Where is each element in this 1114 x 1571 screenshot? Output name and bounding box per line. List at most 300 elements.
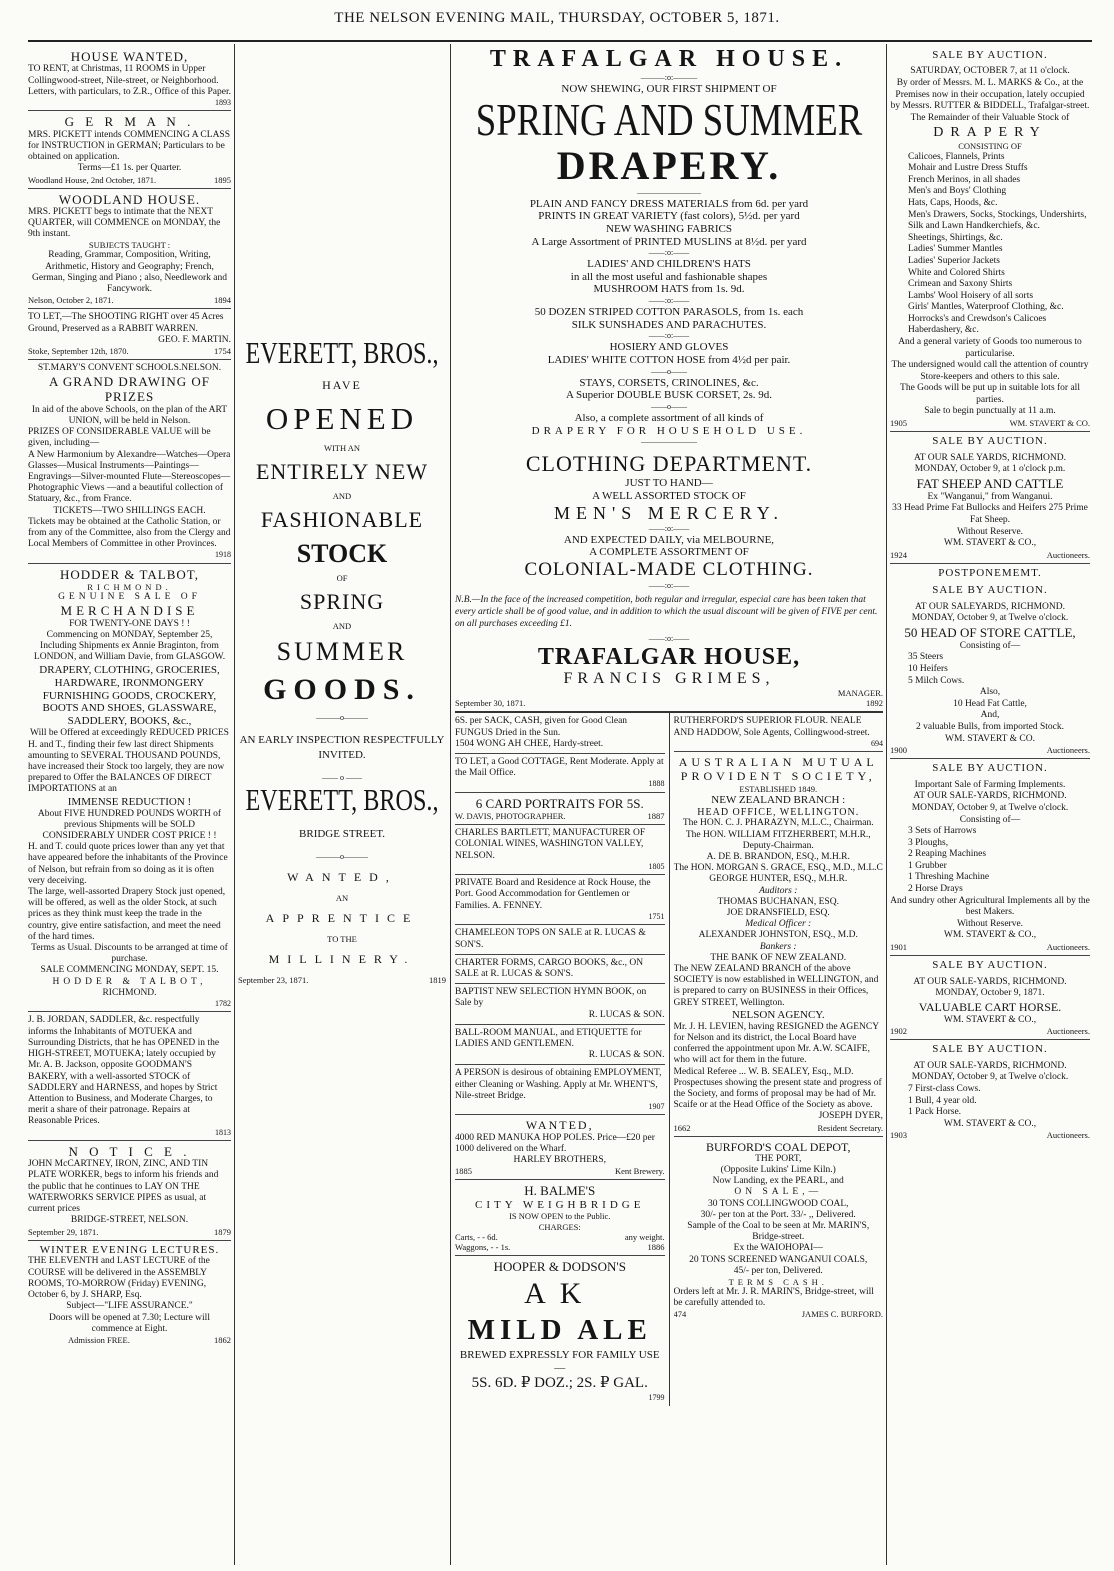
drapery-heading: DRAPERY.: [556, 142, 782, 188]
list-item: Hats, Caps, Hoods, &c.: [908, 198, 998, 209]
ad-body: J. B. JORDAN, SADDLER, &c. respectfully informs the Inhabitants of MOTUEKA and Surrounding Districts, that he has OPENED in the HIGH-STREET, MOTUEKA; lately occupied by Mr. A. B. Jackson, opposite GOODMAN'S BAKERY, with a well-assorted STOCK of SADDLERY and HARNESS, and hopes by Strict Attention to Business, and Moderate Charges, to merit a share of their patronage. Repairs at Reasonable Prices.: [28, 1015, 220, 1127]
ad-body: 6 CARD PORTRAITS FOR 5S.: [475, 795, 644, 811]
ad-portraits: [455, 793, 665, 825]
item-line: AND EXPECTED DAILY, via MELBOURNE,: [563, 533, 775, 546]
ad-coal-price: 30/- per ton at the Port. 33/- ,, Delivered.: [700, 1209, 856, 1220]
ad-number: 1905: [890, 418, 907, 429]
item-line: A Superior DOUBLE BUSK CORSET, 2s. 9d.: [565, 389, 773, 402]
ad-prizes: PRIZES OF CONSIDERABLE VALUE will be given, including—: [28, 427, 211, 449]
item-line: LADIES' AND CHILDREN'S HATS: [587, 258, 751, 271]
ad-body: MRS. PICKETT intends COMMENCING A CLASS for INSTRUCTION in GERMAN; Particulars to be obtained on application.: [28, 129, 230, 163]
list-item: 1 Grubber: [908, 860, 947, 871]
item-line: PLAIN AND FANCY DRESS MATERIALS from 6d. per yard: [529, 197, 809, 210]
ad-date: MONDAY, October 9, at Twelve o'clock.: [911, 1072, 1069, 1083]
ad-body: Also,: [979, 687, 1001, 698]
item-line: Also, a complete assortment of all kinds of: [574, 411, 764, 424]
ad-item-list: [890, 826, 1090, 895]
ad-signature: WM. STAVERT & CO.,: [943, 1014, 1037, 1025]
ad-director: A. DE B. BRANDON, ESQ., M.H.R.: [706, 851, 850, 862]
ad-title: WINTER EVENING LECTURES.: [39, 1243, 220, 1256]
ad-woodland-house: [28, 189, 231, 310]
ad-body: A PERSON is desirous of obtaining EMPLOYMENT, either Cleaning or Washing. Apply at Mr. WHENT'S, Nile-street Bridge.: [455, 1068, 662, 1101]
ad-signature: WM. STAVERT & CO.: [1009, 418, 1090, 429]
ad-title: ST.MARY'S CONVENT SCHOOLS.NELSON.: [37, 362, 222, 373]
ad-footer: Nelson, October 2, 1871.: [28, 295, 114, 306]
ad-price: 5S. 6D. ₽ DOZ.; 2S. ₽ GAL.: [471, 1375, 648, 1392]
ad-signature: WM. STAVERT & CO.,: [943, 930, 1037, 941]
ad-title: SALE BY AUCTION.: [932, 959, 1048, 972]
ad-number: 1887: [647, 811, 665, 822]
ad-signature: GEO. F. MARTIN.: [158, 334, 231, 345]
ad-german: [28, 111, 231, 188]
ad-place: RICHMOND.: [102, 987, 157, 998]
list-item: 2 Reaping Machines: [908, 849, 987, 860]
ad-subjects: Reading, Grammar, Composition, Writing, Arithmetic, History and Geography; French, German, Singing and Piano ; also, Needlework and Fancywork.: [32, 250, 227, 295]
ad-days: FOR TWENTY-ONE DAYS ! !: [69, 618, 190, 629]
ad-number: 1886: [647, 1241, 665, 1252]
ad-signature: 1504 WONG AH CHEE, Hardy-street.: [455, 738, 604, 749]
ad-body: Without Reserve.: [956, 526, 1024, 537]
mercery-heading: MEN'S MERCERY.: [554, 502, 784, 523]
ad-label: Auditors :: [759, 885, 798, 896]
item-line: A Large Assortment of PRINTED MUSLINS at 8½d. per yard: [531, 235, 807, 248]
list-item: Ladies' Summer Mantles: [908, 244, 1003, 255]
ad-subtitle: NELSON AGENCY.: [731, 1008, 825, 1021]
ad-date: MONDAY, October 9, at Twelve o'clock.: [911, 803, 1069, 814]
ad-merchandise: MERCHANDISE: [60, 603, 199, 619]
ad-footer: September 29, 1871.: [28, 1226, 99, 1237]
ad-signature-title: Auctioneers.: [1046, 1130, 1090, 1141]
ad-signature: JAMES C. BURFORD.: [801, 1309, 883, 1320]
ad-director: The HON. C. J. PHARAZYN, M.L.C., Chairman.: [682, 818, 874, 829]
ad-body: JOHN McCARTNEY, IRON, ZINC, AND TIN PLATE WORKER, begs to inform his friends and the public that he continues to LAY ON THE WATERWORKS SERVICE PIPES as usual, at current prices: [28, 1159, 219, 1215]
list-item: 1 Pack Horse.: [908, 1107, 962, 1118]
colonial-heading: COLONIAL-MADE CLOTHING.: [524, 558, 814, 580]
item-line: SILK SUNSHADES AND PARACHUTES.: [571, 318, 767, 331]
ad-body: Ex the WAIOHOPAI—: [733, 1243, 823, 1254]
everett-heading-2: EVERETT, BROS.,: [245, 781, 439, 817]
wanted-heading: WANTED,: [287, 869, 397, 884]
list-item: Horrocks's and Crewdson's Calicoes: [908, 313, 1047, 324]
ad-body: And sundry other Agricultural Implements all by the best Makers.: [890, 895, 1090, 918]
ad-label: Bankers :: [759, 941, 797, 952]
everett-inspection: AN EARLY INSPECTION RESPECTFULLY INVITED.: [239, 734, 445, 761]
wanted-apprentice: APPRENTICE: [265, 910, 419, 925]
ad-ballroom: [455, 1025, 665, 1066]
ad-number: 1754: [214, 345, 231, 356]
ad-body: In aid of the above Schools, on the plan of the ART UNION, will be held in Nelson.: [31, 404, 228, 426]
ad-established: ESTABLISHED 1849.: [739, 783, 818, 794]
list-item: 5 Milch Cows.: [908, 675, 965, 686]
ad-auction-cart-horse: [890, 956, 1090, 1040]
list-item: French Merinos, in all shades: [908, 174, 1021, 185]
item-line: STAYS, CORSETS, CRINOLINES, &c.: [579, 376, 759, 389]
ad-private-board: [455, 875, 665, 925]
ad-referee: Medical Referee ... W. B. SEALEY, Esq., M.D.: [673, 1066, 854, 1077]
ad-admission: Admission FREE.: [68, 1334, 130, 1345]
top-rule: [28, 40, 1092, 42]
item-line: A WELL ASSORTED STOCK OF: [592, 489, 746, 502]
ad-on-sale: ON SALE,—: [734, 1187, 823, 1198]
ad-title: SALE BY AUCTION.: [932, 762, 1048, 775]
ad-date: MONDAY, October 9, at 1 o'clock p.m.: [914, 464, 1066, 475]
ad-number: 1862: [214, 1334, 231, 1345]
ad-winter-lectures: [28, 1241, 231, 1348]
everett-address: BRIDGE STREET.: [299, 827, 385, 840]
ad-burford-coal: [674, 1137, 884, 1323]
item-line: PRINTS IN GREAT VARIETY (fast colors), 5½d. per yard: [538, 210, 800, 223]
ad-body: BAPTIST NEW SELECTION HYMN BOOK, on Sale by: [455, 987, 647, 1009]
ad-trafalgar-house: TRAFALGAR HOUSE. ———:o:——— NOW SHEWING, OUR FIRST SHIPMENT OF SPRING AND SUMMER DRAPERY. ———————— PLAIN AND FANCY DRESS MATERIALS from 6d. per yard PRINTS IN GREAT VARIETY (fast colors), 5½d. per yard NEW WASHING FABRICS A Large Assortment of PRINTED MUSLINS at 8½d. per yard ——:o:—— LADIES' AND CHILDREN'S HATS in all the most useful and fashionable shapes MUSHROOM HATS from 1s. 9d. ——:o:—— 50 DOZEN STRIPED COTTON PARASOLS, from 1s. each SILK SUNSHADES AND PARACHUTES. ——:o:—— HOSIERY AND GLOVES LADIES' WHITE COTTON HOSE from 4½d per pair. ——o—— STAYS, CORSETS, CRINOLINES, &c. A Superior DOUBLE BUSK CORSET, 2s. 9d. ——o—— Also, a complete assortment of all kinds of DRAPERY FOR HOUSEHOLD USE. ——————— CLOTHING DEPARTMENT. JUST TO HAND— A WELL ASSORTED STOCK OF MEN'S MERCERY. ——:o:—— AND EXPECTED DAILY, via MELBOURNE, A COMPLETE ASSORTMENT OF COLONIAL-MADE CLOTHING. ——:o:—— N.B.—In the face of the increased competition, both regular and irregular, especial care has been taken that every article shall be of good value, and in addition to which the usual discount will be given of FIVE per cent. on all purchases exceeding £1. ——:o:—— TRAFALGAR HOUSE, FRANCIS GRIMES, MANAGER. September 30, 1871. 1892: [455, 46, 883, 712]
list-item: Mohair and Lustre Dress Stuffs: [908, 163, 1028, 174]
ad-signature: JOSEPH DYER,: [818, 1111, 883, 1122]
grimes-name: FRANCIS GRIMES,: [563, 670, 775, 688]
ad-body: And,: [980, 710, 1000, 721]
ad-body: 33 Head Prime Fat Bullocks and Heifers 275 Prime Fat Sheep.: [892, 503, 1088, 525]
ad-title: HOUSE WANTED,: [70, 49, 189, 64]
ad-number: 1782: [215, 999, 231, 1009]
everett-stock: STOCK: [296, 539, 388, 568]
ad-title: SALE BY AUCTION.: [932, 435, 1048, 448]
ad-number: 1805: [648, 861, 665, 871]
ad-place: Kent Brewery.: [615, 1166, 665, 1177]
item-line: MUSHROOM HATS from 1s. 9d.: [593, 283, 745, 296]
ad-paragraph: H. and T. could quote prices lower than any yet that have appeared before the inhabitants of the Province of Nelson, but refrain from so doing as it is often very deceiving.: [28, 842, 228, 886]
list-item: White and Colored Shirts: [908, 267, 1005, 278]
ad-coal: 30 TONS COLLINGWOOD COAL,: [707, 1198, 849, 1209]
ad-place: AT OUR SALE-YARDS, RICHMOND.: [913, 976, 1067, 987]
ad-subheading: A GRAND DRAWING OF PRIZES: [48, 374, 211, 405]
ad-place: AT OUR SALEYARDS, RICHMOND.: [915, 601, 1065, 612]
ad-signature: WM. STAVERT & CO.,: [943, 1118, 1037, 1129]
ad-number: 1885: [455, 1166, 472, 1177]
ad-shooting-right: [28, 309, 231, 360]
everett-goods: GOODS.: [263, 673, 421, 706]
ad-auditor: THOMAS BUCHANAN, ESQ.: [717, 896, 839, 907]
ad-hop-poles: [455, 1115, 665, 1180]
ad-auction-implements: [890, 759, 1090, 956]
ad-cottage: [455, 754, 665, 793]
everett-and: AND: [332, 621, 352, 631]
ad-title: AUSTRALIAN MUTUAL PROVIDENT SOCIETY,: [678, 755, 878, 784]
ad-item-list: [890, 652, 1090, 687]
ad-director: The HON. WILLIAM FITZHERBERT, M.H.R., Deputy-Chairman.: [685, 829, 871, 851]
everett-of: OF: [336, 573, 348, 583]
ad-charge: Carts, - - 6d.: [455, 1231, 498, 1242]
ad-baptist: [455, 984, 665, 1025]
ad-body: Orders left at Mr. J. R. MARIN'S, Bridge-street, will be carefully attended to.: [673, 1287, 874, 1309]
ad-ak: AK: [524, 1276, 596, 1310]
ad-coal-price: 45/- per ton, Delivered.: [733, 1265, 823, 1276]
ad-body: Mr. J. H. LEVIEN, having RESIGNED the AGENCY for Nelson and its district, the Local Board have conferred the appointment upon Mr. A.W. SCAIFE, who will act for them in the future.: [673, 1021, 879, 1066]
small-ads: [455, 712, 883, 1405]
ad-body: Prospectuses showing the present state and progress of the Society, and forms of proposal may be had of Mr. Scaife or at the Head Office of the Society as above.: [673, 1077, 882, 1111]
ad-paragraph: About FIVE HUNDRED POUNDS WORTH of previous Shipments will be SOLD CONSIDERABLY UNDER COST PRICE ! !: [37, 808, 222, 841]
ad-title: WOODLAND HOUSE.: [58, 191, 201, 207]
item-line: LADIES' WHITE COTTON HOSE from 4½d per pair.: [547, 354, 791, 367]
ad-footer: Stoke, September 12th, 1870.: [28, 345, 129, 356]
item-line: 50 DOZEN STRIPED COTTON PARASOLS, from 1s. each: [534, 306, 804, 319]
ad-body: TO LET,—The SHOOTING RIGHT over 45 Acres Ground, Preserved as a RABBIT WARREN.: [28, 312, 224, 334]
ad-signature-title: Auctioneers.: [1046, 745, 1090, 756]
ad-number: 1902: [890, 1026, 907, 1037]
ad-body: 2 valuable Bulls, from imported Stock.: [915, 721, 1065, 732]
list-item: Calicoes, Flannels, Prints: [908, 151, 1005, 162]
trafalgar-heading: TRAFALGAR HOUSE.: [489, 46, 849, 72]
trafalgar-heading-2: TRAFALGAR HOUSE,: [537, 644, 801, 671]
ad-number: 1901: [890, 941, 907, 952]
ad-auditor: JOE DRANSFIELD, ESQ.: [726, 908, 830, 918]
ad-body: Commencing on MONDAY, September 25, Including Shipments ex Annie Braginton, from LONDON, and William Davie, from GLASGOW.: [33, 629, 226, 663]
spring-summer-heading: SPRING AND SUMMER: [475, 93, 863, 145]
ad-body: By order of Messrs. M. L. MARKS & Co., at the Premises now in their occupation, lately occupied by Messrs. RUTTER & BIDDELL, Trafalgar-street.: [890, 77, 1090, 112]
list-item: Haberdashery, &c.: [908, 325, 979, 336]
everett-opened: OPENED: [265, 401, 419, 436]
everett-entirely: ENTIRELY NEW: [255, 459, 429, 484]
ad-place: RICHMOND.: [87, 582, 172, 593]
list-item: Lambs' Wool Hoisery of all sorts: [908, 290, 1034, 301]
ad-number: 1893: [215, 97, 231, 107]
ad-body: The undersigned would call the attention of country Store-keepers and others to this sale.: [891, 360, 1089, 382]
ad-signature-title: Resident Secretary.: [817, 1122, 883, 1133]
ad-body: CHARTER FORMS, CARGO BOOKS, &c., ON SALE at R. LUCAS & SON'S.: [455, 957, 644, 979]
list-item: Girls' Mantles, Waterproof Clothing, &c.: [908, 302, 1064, 313]
ad-commence: SALE COMMENCING MONDAY, SEPT. 15.: [40, 965, 219, 976]
ad-body: The NEW ZEALAND BRANCH of the above SOCIETY is now established in WELLINGTON, and is prepared to carry on BUSINESS in their Offices, GREY STREET, Wellington.: [673, 964, 879, 1008]
ad-title: N O T I C E .: [68, 1143, 191, 1159]
ad-title: SALE BY AUCTION.: [932, 49, 1048, 61]
ad-body: IS NOW OPEN to the Public.: [509, 1211, 611, 1222]
ad-title: SALE BY AUCTION.: [932, 1043, 1048, 1056]
ad-body: BALL-ROOM MANUAL, and ETIQUETTE for LADIES AND GENTLEMEN.: [455, 1027, 642, 1049]
ad-title: H. BALME'S: [524, 1183, 596, 1199]
ad-charter: [455, 955, 665, 984]
ad-subtitle: HEAD OFFICE, WELLINGTON.: [697, 806, 860, 818]
ad-body: And a general variety of Goods too numerous to particularise.: [898, 336, 1082, 359]
ad-footer: Tickets may be obtained at the Catholic Station, or from any of the Committee, also from the Clergy and Local Members of Committee in other Provinces.: [28, 516, 231, 550]
ad-number: 1907: [648, 1101, 665, 1111]
ad-title: BURFORD'S COAL DEPOT,: [705, 1139, 851, 1154]
everett-spring: SPRING: [299, 589, 385, 614]
ad-person: [455, 1065, 665, 1115]
ad-number: 1888: [648, 779, 665, 789]
everett-with: WITH AN: [323, 443, 361, 453]
ad-weighbridge: [455, 1180, 665, 1255]
ad-body: CHAMELEON TOPS ON SALE at R. LUCAS & SON'S.: [455, 928, 646, 950]
ad-date: MONDAY, October 9, at Twelve o'clock.: [911, 613, 1069, 624]
column-rule: [886, 44, 887, 1565]
ad-paragraph: The large, well-assorted Drapery Stock just opened, will be offered, as well as the older Stock, at such prices as they think must keep the trade in the country, give entire satisfaction, and meet the need of the hard times.: [28, 887, 226, 942]
item-line: JUST TO HAND—: [625, 477, 713, 490]
ad-footer: September 23, 1871.: [238, 974, 309, 985]
list-item: Silk and Lawn Handkerchiefs, &c.: [908, 221, 1040, 232]
item-line: A COMPLETE ASSORTMENT OF: [589, 546, 749, 559]
ad-body: PRIVATE Board and Residence at Rock House, the Port. Good Accommodation for Gentlemen or Families. A. FENNEY.: [455, 878, 651, 911]
ad-body: (Opposite Lukins' Lime Kiln.): [720, 1165, 836, 1175]
column-4: [890, 46, 1090, 1571]
ad-jordan-saddler: [28, 1012, 231, 1140]
ad-charges: CHARGES:: [538, 1221, 581, 1232]
ad-mild-ale-heading: MILD ALE: [467, 1314, 652, 1347]
ad-signature: W. DAVIS, PHOTOGRAPHER.: [455, 811, 566, 822]
ad-consisting: Consisting of—: [959, 814, 1021, 825]
ad-charge: Waggons, - - 1s.: [455, 1241, 511, 1252]
ad-place: AT OUR SALE-YARDS, RICHMOND.: [913, 791, 1067, 802]
ad-director: The HON. MORGAN S. GRACE, ESQ., M.D., M.L.C: [673, 863, 883, 874]
ad-number: 1924: [890, 549, 907, 560]
ad-body: BREWED EXPRESSLY FOR FAMILY USE—: [459, 1349, 660, 1375]
ad-place: AT OUR SALE YARDS, RICHMOND.: [913, 452, 1067, 463]
column-3: [455, 46, 883, 1571]
ad-place: THE PORT,: [755, 1153, 802, 1164]
ad-signature-title: Auctioneers.: [1046, 1026, 1090, 1037]
ad-terms: TERMS CASH.: [728, 1277, 828, 1288]
ad-body: 10 Head Fat Cattle,: [953, 698, 1027, 709]
ad-body: TO RENT, at Christmas, 11 ROOMS in Upper Collingwood-street, Nile-street, or Neighborhood. Letters, with particulars, to Z.R., Office of this Paper.: [28, 64, 231, 97]
everett-summer: SUMMER: [276, 637, 408, 666]
everett-fashionable: FASHIONABLE: [260, 507, 424, 532]
ad-signature: HARLEY BROTHERS,: [513, 1154, 607, 1165]
ad-consisting: Consisting of—: [959, 640, 1021, 651]
list-item: 2 Horse Drays: [908, 884, 963, 895]
ad-coal: 20 TONS SCREENED WANGANUI COALS,: [689, 1254, 868, 1265]
ad-fungus: [455, 713, 665, 754]
ad-notice: [28, 1141, 231, 1241]
item-line: in all the most useful and fashionable shapes: [570, 270, 768, 283]
ad-number: 1662: [673, 1122, 691, 1133]
ad-number: 1879: [214, 1226, 231, 1237]
small-ads-left: [455, 713, 670, 1405]
ad-date: SATURDAY, OCTOBER 7, at 11 o'clock.: [910, 66, 1070, 77]
masthead: THE NELSON EVENING MAIL, THURSDAY, OCTOBER 5, 1871.: [334, 10, 780, 26]
ad-number: 1799: [648, 1393, 665, 1403]
ad-heading: VALUABLE CART HORSE.: [918, 999, 1062, 1014]
ad-label: Medical Officer :: [745, 919, 812, 930]
ad-number: 1895: [214, 174, 231, 185]
ad-item-list: [890, 152, 1090, 337]
trafalgar-note: N.B.—In the face of the increased competition, both regular and irregular, especial care has been taken that every article shall be of good value, and in addition to which the usual discount will be given of FIVE per cent. on all purchases exceeding £1.: [455, 594, 878, 629]
ad-auction-store-cattle: [890, 564, 1090, 759]
ad-body: Ex "Wanganui," from Wanganui.: [927, 491, 1053, 502]
ad-place: AT OUR SALE-YARDS, RICHMOND.: [913, 1060, 1067, 1071]
ad-signature: WM. STAVERT & CO.: [945, 733, 1035, 744]
ad-sale: GENUINE SALE OF: [58, 592, 201, 603]
ad-terms: Terms as Usual. Discounts to be arranged at time of purchase.: [31, 943, 228, 965]
ad-paragraph: H. and T., finding their few last direct Shipments amounting to SEVERAL THOUSAND POUNDS, have increased their Stock too largely, they are now prepared to Offer the BALANCES OF DIRECT IMPORTATIONS at an: [28, 739, 225, 795]
ad-number: 1900: [890, 745, 907, 756]
ad-body: CHARLES BARTLETT, MANUFACTURER OF COLONIAL WINES, WASHINGTON VALLEY, NELSON.: [455, 828, 646, 861]
list-item: Men's Drawers, Socks, Stockings, Undershirts,: [908, 209, 1087, 220]
ad-drapery: DRAPERY: [933, 125, 1047, 141]
ad-number: 1892: [866, 698, 883, 709]
ad-subject: Subject—"LIFE ASSURANCE.": [66, 1301, 193, 1312]
list-item: 1 Bull, 4 year old.: [908, 1095, 977, 1106]
list-item: Ladies' Superior Jackets: [908, 255, 1000, 266]
ad-body: MRS. PICKETT begs to intimate that the NEXT QUARTER, will COMMENCE on MONDAY, the 9th instant.: [28, 206, 221, 240]
ad-subtitle: CITY WEIGHBRIDGE: [475, 1198, 645, 1211]
column-rule: [234, 44, 235, 1565]
column-2: EVERETT, BROS., HAVE OPENED WITH AN ENTIRELY NEW AND FASHIONABLE STOCK OF SPRING AND SUMMER GOODS. ———o——— AN EARLY INSPECTION RESPECTFULLY INVITED. —— o —— EVERETT, BROS., BRIDGE STREET. ———o——— WANTED, AN APPRENTICE TO THE MILLINERY. September 23, 1871. 1819: [238, 335, 446, 985]
wanted-an: AN: [335, 892, 349, 903]
item-line: NEW WASHING FABRICS: [606, 222, 732, 235]
ad-auction-drapery: [890, 46, 1090, 432]
ad-terms: Terms—£1 1s. per Quarter.: [77, 163, 182, 174]
ad-subtitle: SALE BY AUCTION.: [932, 584, 1048, 597]
ad-title: HOOPER & DODSON'S: [493, 1258, 626, 1274]
clothing-heading: CLOTHING DEPARTMENT.: [525, 451, 813, 477]
ad-number: 1894: [214, 295, 231, 306]
ad-body: TO LET, a Good COTTAGE, Rent Moderate. Apply at the Mail Office.: [455, 757, 664, 779]
wanted-tothe: TO THE: [327, 933, 357, 944]
ad-footer: Woodland House, 2nd October, 1871.: [28, 174, 157, 185]
ad-prize-list: A New Harmonium by Alexandre—Watches—Opera Glasses—Musical Instruments—Paintings—Engravings—Silver-mounted Flute—Stereoscopes—Photographic Views —and a beautiful collection of Statuary, &c., from France.: [28, 449, 231, 505]
ad-body: The Remainder of their Valuable Stock of: [910, 112, 1070, 123]
ad-subtitle: NEW ZEALAND BRANCH :: [711, 793, 846, 806]
ad-body: THE ELEVENTH and LAST LECTURE of the COURSE will be delivered in the ASSEMBLY ROOMS, TO-MORROW (Friday) EVENING, October 6, by J. SHARP, Esq.: [28, 1256, 210, 1301]
ad-charge-note: any weight.: [624, 1231, 665, 1242]
ad-signature: R. LUCAS & SON.: [588, 1009, 665, 1020]
ad-goods: DRAPERY, CLOTHING, GROCERIES, HARDWARE, IRONMONGERY FURNISHING GOODS, CROCKERY, BOOTS AND SHOES, GLASSWARE, SADDLERY, BOOKS, &c.,: [39, 663, 220, 728]
list-item: Sheetings, Shirtings, &c.: [908, 232, 1003, 243]
ad-auction-cows: [890, 1040, 1090, 1143]
ad-rutherford: [674, 713, 884, 752]
item-line: HOSIERY AND GLOVES: [609, 341, 729, 354]
ad-address: BRIDGE-STREET, NELSON.: [70, 1215, 189, 1226]
ad-item-list: [890, 1084, 1090, 1119]
ad-auction-fat-cattle: [890, 432, 1090, 564]
ad-body: 4000 RED MANUKA HOP POLES. Price—£20 per 1000 delivered on the Wharf.: [455, 1132, 655, 1154]
column-rule: [450, 44, 451, 1565]
everett-and: AND: [332, 491, 352, 501]
ad-body: RUTHERFORD'S SUPERIOR FLOUR. NEALE AND HADDOW, Sole Agents, Collingwood-street.: [673, 716, 870, 738]
everett-heading: EVERETT, BROS.,: [245, 335, 439, 370]
ad-bartlett: [455, 825, 665, 875]
column-1: [28, 46, 231, 1571]
ad-subtitle: Important Sale of Farming Implements.: [914, 779, 1066, 790]
list-item: Crimean and Saxony Shirts: [908, 279, 1013, 290]
list-item: 10 Heifers: [908, 664, 948, 675]
everett-have: HAVE: [322, 378, 362, 392]
ad-number: 1819: [429, 974, 446, 985]
list-item: 1 Threshing Machine: [908, 872, 990, 883]
ad-title: HODDER & TALBOT,: [59, 566, 200, 582]
ad-signature: HODDER & TALBOT,: [52, 976, 207, 987]
ad-body: Sample of the Coal to be seen at Mr. MARIN'S, Bridge-street.: [687, 1221, 870, 1243]
ad-body: Now Landing, ex the PEARL, and: [712, 1176, 844, 1187]
ad-body: Without Reserve.: [956, 918, 1024, 929]
wanted-millinery: MILLINERY.: [268, 951, 416, 966]
ad-director: GEORGE HUNTER, ESQ., M.H.R.: [709, 874, 848, 885]
ad-number: 1813: [215, 1127, 231, 1137]
ad-immense: IMMENSE REDUCTION !: [67, 795, 192, 808]
ad-doors: Doors will be opened at 7.30; Lecture will commence at Eight.: [49, 1312, 210, 1334]
list-item: 3 Ploughs,: [908, 837, 949, 848]
ad-mild-ale: [455, 1256, 665, 1406]
ad-title: POSTPONEMEMT.: [938, 567, 1042, 580]
ad-signature: R. LUCAS & SON.: [588, 1050, 665, 1061]
ad-title: WANTED,: [525, 1118, 594, 1133]
ad-offered: Will be Offered at exceedingly REDUCED PRICES: [30, 728, 229, 739]
ad-signature: WM. STAVERT & CO.,: [943, 538, 1037, 549]
ad-signature-title: Auctioneers.: [1046, 549, 1090, 560]
ad-title: G E R M A N .: [64, 114, 195, 130]
list-item: 35 Steers: [908, 652, 944, 663]
ad-number: 474: [673, 1309, 687, 1320]
small-ads-right: [670, 713, 884, 1405]
list-item: 7 First-class Cows.: [908, 1084, 981, 1094]
ad-tickets: TICKETS—TWO SHILLINGS EACH.: [53, 505, 206, 516]
ad-date: MONDAY, October 9, 1871.: [935, 988, 1045, 999]
